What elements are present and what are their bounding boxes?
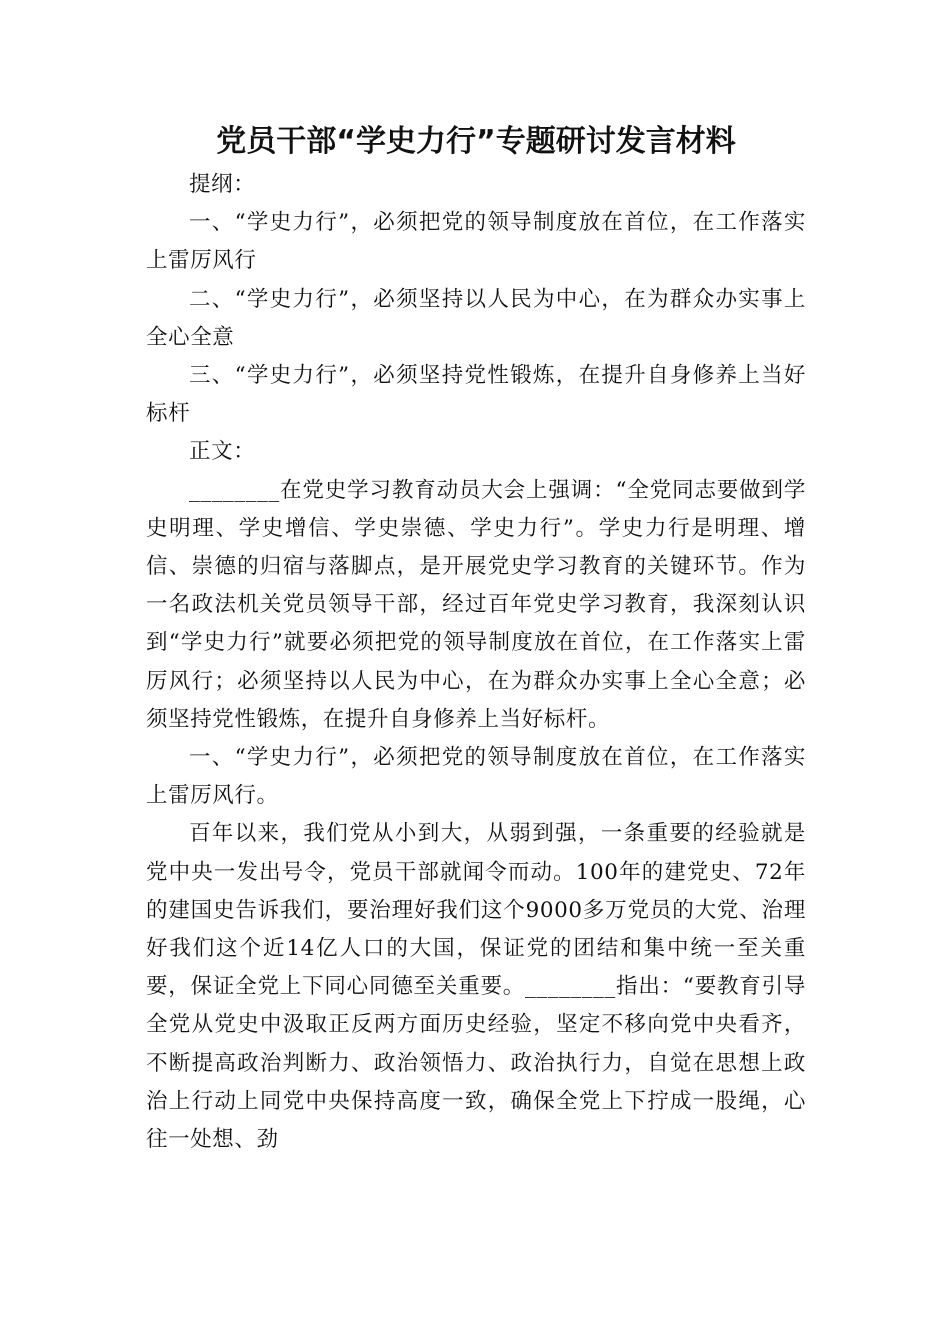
outline-item-3: 三、“学史力行”，必须坚持党性锻炼，在提升自身修养上当好标杆	[146, 363, 806, 427]
document-page	[146, 118, 806, 1159]
section-heading-1: 一、“学史力行”，必须把党的领导制度放在首位，在工作落实上雷厉风行。	[146, 745, 806, 809]
body-paragraph-2: 百年以来，我们党从小到大，从弱到强，一条重要的经验就是党中央一发出号令，党员干部就闻令而动。100年的建党史、72年的建国史告诉我们，要治理好我们这个9000多万党员的大党、治理好我们这个近14亿人口的大国，保证党的团结和集中统一至关重要，保证全党上下同心同德至关重要。________指出：“要教育引导全党从党史中汲取正反两方面历史经验，坚定不移向党中央看齐，不断提高政治判断力、政治领悟力、政治执行力，自觉在思想上政治上行动上同党中央保持高度一致，确保全党上下拧成一股绳，心往一处想、劲	[146, 821, 806, 1153]
outline-label: 提纲：	[189, 172, 256, 197]
outline-item-1: 一、“学史力行”，必须把党的领导制度放在首位，在工作落实上雷厉风行	[146, 210, 806, 274]
document-title: 党员干部“学史力行”专题研讨发言材料	[216, 124, 736, 159]
body-label: 正文：	[189, 439, 256, 465]
outline-item-2: 二、“学史力行”，必须坚持以人民为中心，在为群众办实事上全心全意	[146, 286, 806, 350]
body-paragraph-1: ________在党史学习教育动员大会上强调：“全党同志要做到学史明理、学史增信、学史崇德、学史力行”。学史力行是明理、增信、崇德的归宿与落脚点，是开展党史学习教育的关键环节。作为一名政法机关党员领导干部，经过百年党史学习教育，我深刻认识到“学史力行”就要必须把党的领导制度放在首位，在工作落实上雷厉风行；必须坚持以人民为中心，在为群众办实事上全心全意；必须坚持党性锻炼，在提升自身修养上当好标杆。	[146, 477, 806, 732]
